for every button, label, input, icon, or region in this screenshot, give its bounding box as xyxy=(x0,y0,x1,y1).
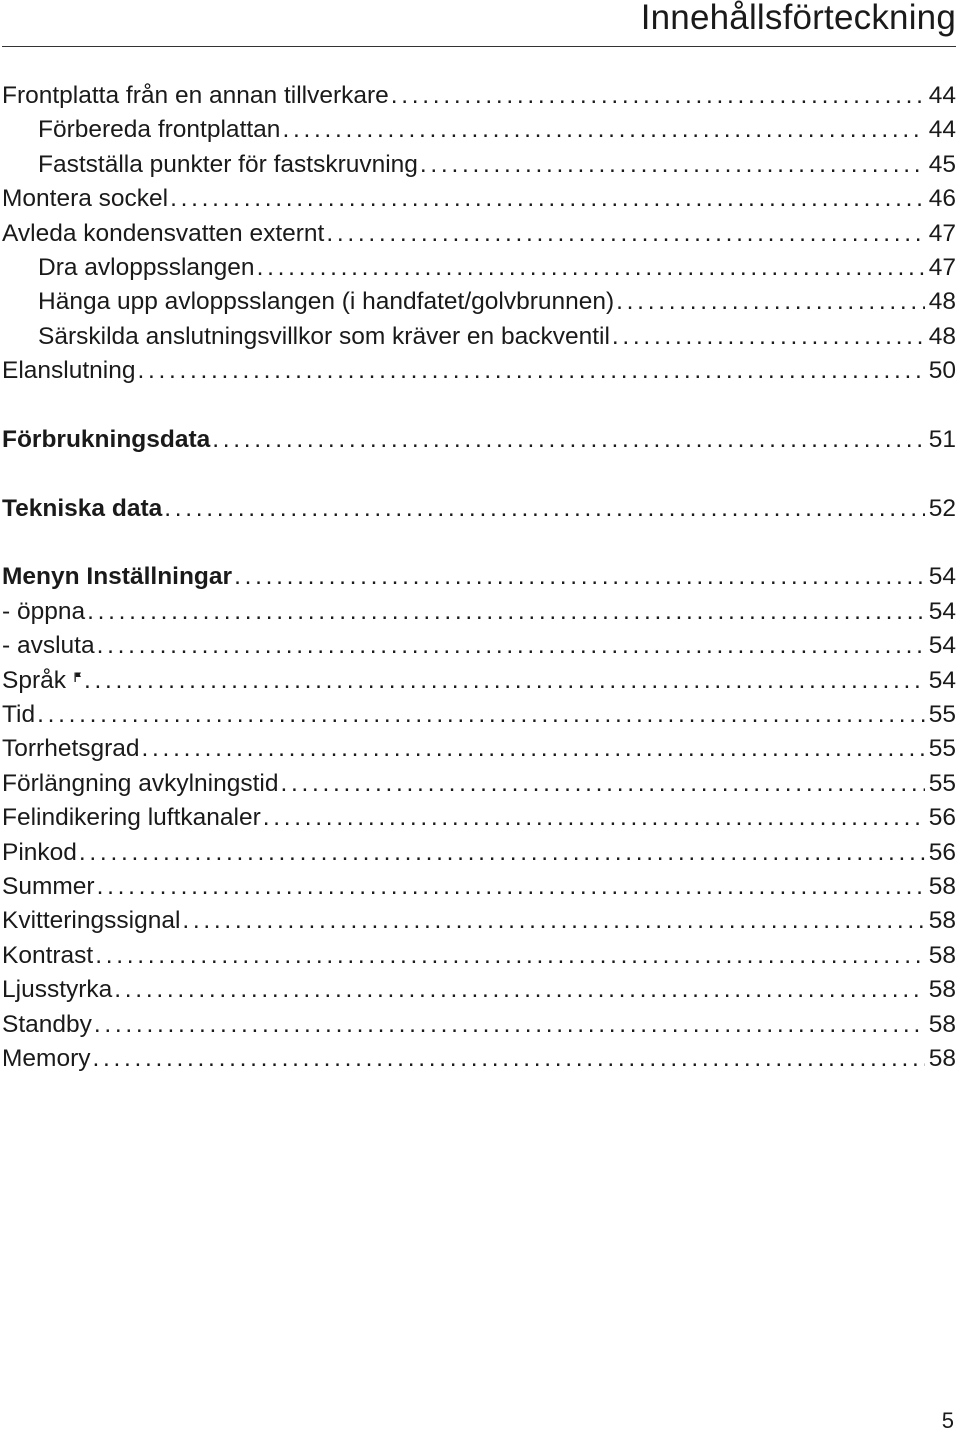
toc-entry-page: 44 xyxy=(928,116,956,144)
toc-entry[interactable] xyxy=(2,904,956,938)
toc-entry-page: 54 xyxy=(928,632,956,660)
toc-entry-label: Förbrukningsdata xyxy=(2,425,211,453)
toc-entry[interactable] xyxy=(2,1008,956,1042)
toc-leader-dots xyxy=(95,939,924,973)
toc-leader-dots xyxy=(616,285,925,319)
toc-entry-page: 46 xyxy=(928,185,956,213)
toc-entry[interactable] xyxy=(2,560,956,594)
toc-entry-label: Språk xyxy=(2,666,67,694)
toc-entry[interactable] xyxy=(2,354,956,388)
toc-entry-page: 51 xyxy=(928,425,956,453)
toc-entry-label: Memory xyxy=(2,1044,91,1072)
toc-entry-page: 54 xyxy=(928,563,956,591)
toc-entry-page: 58 xyxy=(928,976,956,1004)
toc-leader-dots xyxy=(97,870,925,904)
toc-entry[interactable] xyxy=(2,767,956,801)
toc-entry[interactable] xyxy=(2,182,956,216)
toc-entry-label: Felindikering luftkanaler xyxy=(2,804,261,832)
toc-entry-page: 47 xyxy=(928,253,956,281)
toc-leader-dots xyxy=(37,698,925,732)
toc-entry-page: 48 xyxy=(928,288,956,316)
toc-entry[interactable] xyxy=(2,148,956,182)
toc-entry-page: 58 xyxy=(928,1044,956,1072)
toc-entry[interactable] xyxy=(2,836,956,870)
toc-entry-label: Särskilda anslutningsvillkor som kräver en backventil xyxy=(38,322,610,350)
toc-leader-dots xyxy=(114,973,924,1007)
toc-leader-dots xyxy=(142,732,925,766)
toc-entry-label: Tekniska data xyxy=(2,494,163,522)
toc-leader-dots xyxy=(164,492,925,526)
toc-leader-dots xyxy=(137,354,924,388)
toc-entry-label: Förlängning avkylningstid xyxy=(2,769,279,797)
toc-entry[interactable] xyxy=(2,492,956,526)
toc-entry-label: Elanslutning xyxy=(2,357,136,385)
toc-entry-label: Kvitteringssignal xyxy=(2,907,181,935)
toc-entry-label: Dra avloppsslangen xyxy=(38,253,255,281)
toc-entry-label: Avleda kondensvatten externt xyxy=(2,219,325,247)
toc-entry[interactable] xyxy=(2,1042,956,1076)
toc-entry[interactable] xyxy=(2,973,956,1007)
toc-leader-dots xyxy=(212,423,924,457)
table-of-contents xyxy=(2,79,956,1076)
toc-entry[interactable] xyxy=(2,320,956,354)
toc-entry-label: Menyn Inställningar xyxy=(2,563,233,591)
toc-entry-page: 56 xyxy=(928,804,956,832)
toc-entry-page: 58 xyxy=(928,872,956,900)
toc-entry-label: Standby xyxy=(2,1010,92,1038)
toc-entry[interactable] xyxy=(2,595,956,629)
toc-entry-page: 58 xyxy=(928,907,956,935)
toc-entry[interactable] xyxy=(2,79,956,113)
toc-entry[interactable] xyxy=(2,251,956,285)
toc-entry[interactable] xyxy=(2,870,956,904)
toc-entry-page: 48 xyxy=(928,322,956,350)
toc-leader-dots xyxy=(97,629,925,663)
toc-entry-label: Förbereda frontplattan xyxy=(38,116,281,144)
flag-icon xyxy=(74,666,82,688)
toc-leader-dots xyxy=(326,217,924,251)
toc-entry-label: Tid xyxy=(2,701,36,729)
toc-leader-dots xyxy=(263,801,925,835)
toc-entry[interactable] xyxy=(2,801,956,835)
toc-entry[interactable] xyxy=(2,285,956,319)
toc-entry-page: 44 xyxy=(928,82,956,109)
toc-entry-page: 58 xyxy=(928,941,956,969)
toc-leader-dots xyxy=(79,836,925,870)
toc-entry[interactable] xyxy=(2,113,956,147)
toc-entry-page: 45 xyxy=(928,150,956,178)
toc-entry-page: 55 xyxy=(928,735,956,763)
toc-entry[interactable] xyxy=(2,939,956,973)
toc-entry[interactable] xyxy=(2,732,956,766)
toc-leader-dots xyxy=(391,79,925,113)
toc-entry-page: 50 xyxy=(928,357,956,385)
toc-leader-dots xyxy=(92,1042,924,1076)
page-title: Innehållsförteckning xyxy=(640,0,956,37)
toc-entry[interactable] xyxy=(2,629,956,663)
toc-entry[interactable] xyxy=(2,664,956,698)
toc-entry-page: 55 xyxy=(928,701,956,729)
toc-entry[interactable] xyxy=(2,698,956,732)
toc-entry-page: 52 xyxy=(928,494,956,522)
toc-leader-dots xyxy=(280,767,924,801)
toc-entry-label: Fastställa punkter för fastskruvning xyxy=(38,150,418,178)
title-divider xyxy=(2,46,956,47)
toc-entry-page: 58 xyxy=(928,1010,956,1038)
toc-entry-page: 56 xyxy=(928,838,956,866)
toc-entry-label: Hänga upp avloppsslangen (i handfatet/golvbrunnen) xyxy=(38,288,615,316)
toc-entry-label: - öppna xyxy=(2,597,86,625)
toc-leader-dots xyxy=(84,664,925,698)
toc-entry-label: Frontplatta från en annan tillverkare xyxy=(2,82,389,109)
toc-leader-dots xyxy=(282,113,924,147)
toc-entry-page: 55 xyxy=(928,769,956,797)
toc-leader-dots xyxy=(612,320,925,354)
toc-entry-label: Torrhetsgrad xyxy=(2,735,140,763)
toc-entry-label: Montera sockel xyxy=(2,185,169,213)
toc-entry-label: - avsluta xyxy=(2,632,95,660)
toc-leader-dots xyxy=(94,1008,925,1042)
toc-entry-label: Kontrast xyxy=(2,941,94,969)
toc-entry[interactable] xyxy=(2,217,956,251)
toc-entry[interactable] xyxy=(2,423,956,457)
toc-entry-label: Summer xyxy=(2,872,95,900)
toc-entry-label: Pinkod xyxy=(2,838,77,866)
toc-leader-dots xyxy=(257,251,925,285)
toc-leader-dots xyxy=(170,182,925,216)
toc-leader-dots xyxy=(182,904,924,938)
toc-leader-dots xyxy=(234,560,925,594)
toc-leader-dots xyxy=(87,595,925,629)
page-number: 5 xyxy=(941,1408,954,1433)
toc-leader-dots xyxy=(420,148,925,182)
toc-entry-page: 54 xyxy=(928,597,956,625)
toc-entry-page: 54 xyxy=(928,666,956,694)
toc-entry-label: Ljusstyrka xyxy=(2,976,113,1004)
toc-entry-page: 47 xyxy=(928,219,956,247)
